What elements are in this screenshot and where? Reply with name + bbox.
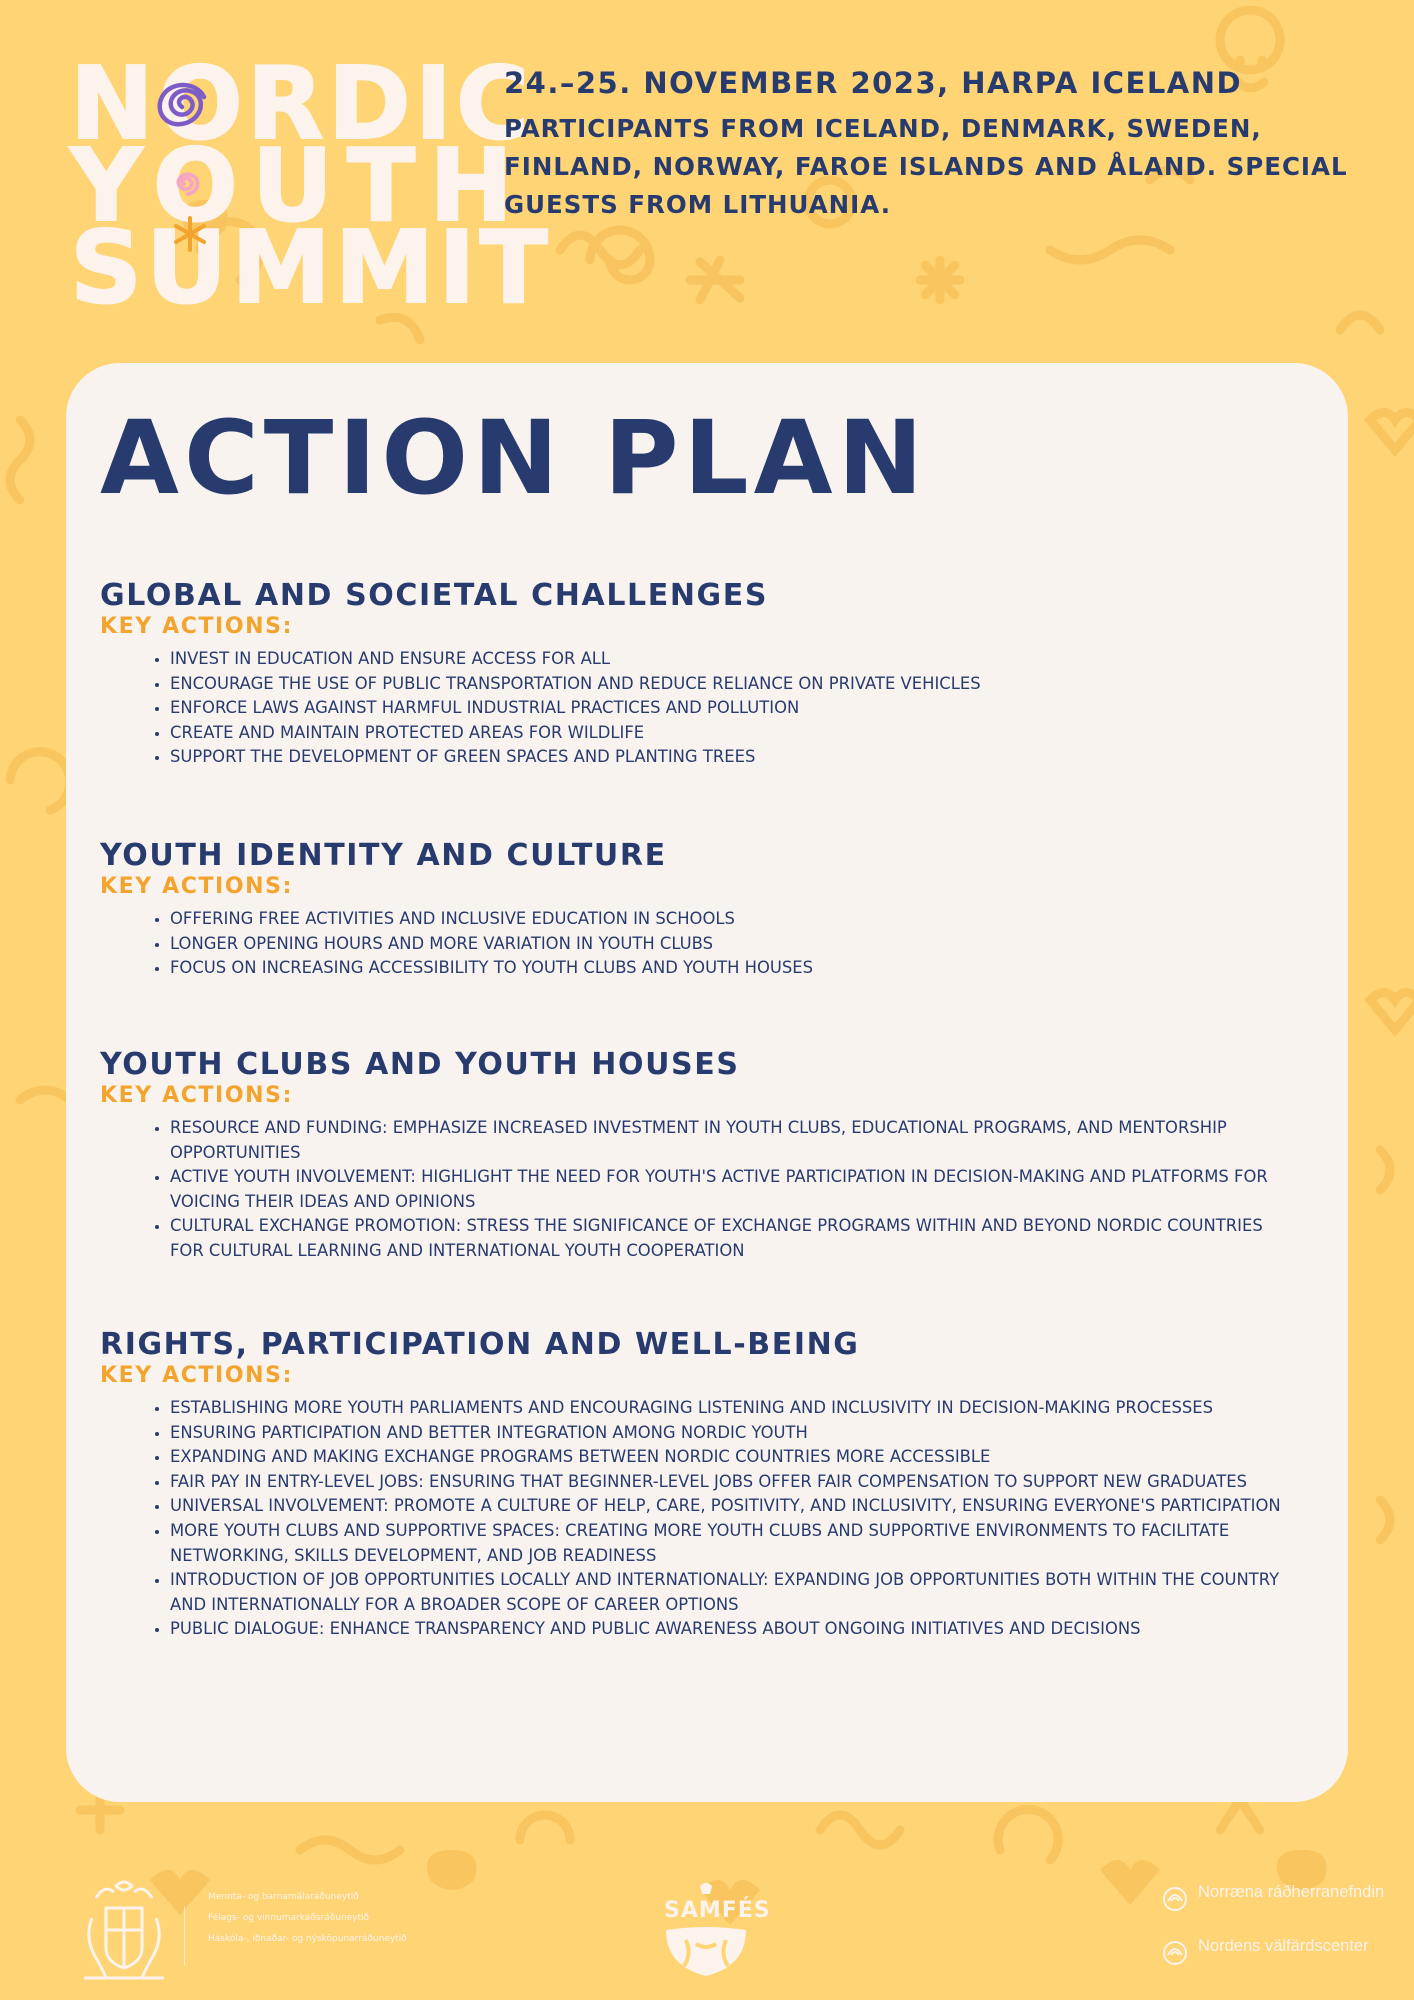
- action-list: [100, 1116, 1300, 1264]
- list-item: • CREATE AND MAINTAIN PROTECTED AREAS FOR WILDLIFE: [170, 721, 1300, 746]
- list-item: • ACTIVE YOUTH INVOLVEMENT: HIGHLIGHT THE NEED FOR YOUTH'S ACTIVE PARTICIPATION IN DECISION-MAKING AND PLATFORMS FOR VOICING THEIR IDEAS AND OPINIONS: [170, 1165, 1300, 1214]
- key-actions-label: KEY ACTIONS:: [100, 1083, 293, 1108]
- section-global-societal-challenges: [100, 577, 1300, 770]
- logo-line-youth: YOUTH: [70, 127, 527, 244]
- purple-spiral-icon: [144, 72, 220, 142]
- section-heading: RIGHTS, PARTICIPATION AND WELL-BEING: [100, 1327, 860, 1362]
- section-heading: YOUTH CLUBS AND YOUTH HOUSES: [100, 1047, 740, 1082]
- logo-line-nordic: NORDIC: [70, 45, 534, 162]
- section-rights-participation-wellbeing: [100, 1326, 1300, 1642]
- samfes-name: SAMFÉS: [664, 1898, 771, 1923]
- list-item: • RESOURCE AND FUNDING: EMPHASIZE INCREASED INVESTMENT IN YOUTH CLUBS, EDUCATIONAL PROGRAMS, AND MENTORSHIP OPPORTUNITIES: [170, 1116, 1300, 1165]
- section-youth-identity-culture: [100, 837, 1300, 981]
- section-heading: YOUTH IDENTITY AND CULTURE: [100, 838, 667, 873]
- key-actions-label: KEY ACTIONS:: [100, 874, 293, 899]
- ministries-list: [208, 1892, 418, 1955]
- list-item: • OFFERING FREE ACTIVITIES AND INCLUSIVE EDUCATION IN SCHOOLS: [170, 907, 1300, 932]
- iceland-coat-of-arms-icon: [76, 1878, 172, 1984]
- list-item: • LONGER OPENING HOURS AND MORE VARIATION IN YOUTH CLUBS: [170, 932, 1300, 957]
- list-item: • ENFORCE LAWS AGAINST HARMFUL INDUSTRIAL PRACTICES AND POLLUTION: [170, 696, 1300, 721]
- key-actions-label: KEY ACTIONS:: [100, 614, 293, 639]
- nordic-welfare-logo: [1162, 1936, 1402, 1986]
- swan-icon: [1162, 1886, 1188, 1912]
- ministry-name: Mennta- og barnamálaráðuneytið: [208, 1892, 359, 1902]
- nordic-logos: [1162, 1882, 1402, 1990]
- list-item: • SUPPORT THE DEVELOPMENT OF GREEN SPACES AND PLANTING TREES: [170, 745, 1300, 770]
- list-item: • FOCUS ON INCREASING ACCESSIBILITY TO YOUTH CLUBS AND YOUTH HOUSES: [170, 956, 1300, 981]
- pink-spiral-icon: [160, 160, 208, 208]
- list-item: • CULTURAL EXCHANGE PROMOTION: STRESS THE SIGNIFICANCE OF EXCHANGE PROGRAMS WITHIN AND BEYOND NORDIC COUNTRIES FOR CULTURAL LEARNING AND INTERNATIONAL YOUTH COOPERATION: [170, 1214, 1300, 1263]
- list-item: • EXPANDING AND MAKING EXCHANGE PROGRAMS BETWEEN NORDIC COUNTRIES MORE ACCESSIBLE: [170, 1445, 1300, 1470]
- list-item: • PUBLIC DIALOGUE: ENHANCE TRANSPARENCY AND PUBLIC AWARENESS ABOUT ONGOING INITIATIVES AND DECISIONS: [170, 1617, 1300, 1642]
- key-actions-label: KEY ACTIONS:: [100, 1363, 293, 1388]
- action-list: [100, 647, 1300, 770]
- nordic-welfare-name: Nordens välfärdscenter: [1198, 1937, 1369, 1955]
- logo-line-summit: SUMMIT: [70, 209, 552, 326]
- list-item: • ENCOURAGE THE USE OF PUBLIC TRANSPORTATION AND REDUCE RELIANCE ON PRIVATE VEHICLES: [170, 672, 1300, 697]
- section-heading: GLOBAL AND SOCIETAL CHALLENGES: [100, 578, 769, 613]
- action-list: [100, 1396, 1300, 1642]
- nordic-council-logo: [1162, 1882, 1402, 1932]
- section-youth-clubs-houses: [100, 1046, 1300, 1264]
- event-info: [504, 66, 1374, 224]
- nordic-council-name: Norræna ráðherranefndin: [1198, 1883, 1385, 1901]
- action-list: [100, 907, 1300, 981]
- ministry-name: Háskóla-, iðnaðar- og nýsköpunarráðuneytið: [208, 1934, 407, 1944]
- samfes-logo: [656, 1880, 771, 1980]
- orange-asterisk-icon: [170, 214, 210, 254]
- list-item: • INVEST IN EDUCATION AND ENSURE ACCESS FOR ALL: [170, 647, 1300, 672]
- ministry-name: Félags- og vinnumarkaðsráðuneytið: [208, 1913, 370, 1923]
- list-item: • UNIVERSAL INVOLVEMENT: PROMOTE A CULTURE OF HELP, CARE, POSITIVITY, AND INCLUSIVITY, ENSURING EVERYONE'S PARTICIPATION: [170, 1494, 1300, 1519]
- sponsor-footer: [0, 1870, 1414, 1990]
- footer-divider: [184, 1906, 185, 1966]
- list-item: • INTRODUCTION OF JOB OPPORTUNITIES LOCALLY AND INTERNATIONALLY: EXPANDING JOB OPPORTUNITIES BOTH WITHIN THE COUNTRY AND INTERNATIONALLY FOR A BROADER SCOPE OF CAREER OPTIONS: [170, 1568, 1300, 1617]
- swan-icon: [1162, 1940, 1188, 1966]
- list-item: • MORE YOUTH CLUBS AND SUPPORTIVE SPACES: CREATING MORE YOUTH CLUBS AND SUPPORTIVE ENVIRONMENTS TO FACILITATE NETWORKING, SKILLS DEVELOPMENT, AND JOB READINESS: [170, 1519, 1300, 1568]
- nordic-youth-summit-logo: [70, 45, 552, 326]
- list-item: • ENSURING PARTICIPATION AND BETTER INTEGRATION AMONG NORDIC YOUTH: [170, 1421, 1300, 1446]
- samfes-emblem-icon: [656, 1880, 756, 1980]
- page-title: ACTION PLAN: [100, 399, 928, 518]
- action-plan-card: [66, 363, 1348, 1802]
- event-date: 24.–25. NOVEMBER 2023, HARPA ICELAND: [504, 66, 1243, 100]
- list-item: • ESTABLISHING MORE YOUTH PARLIAMENTS AND ENCOURAGING LISTENING AND INCLUSIVITY IN DECISION-MAKING PROCESSES: [170, 1396, 1300, 1421]
- list-item: • FAIR PAY IN ENTRY-LEVEL JOBS: ENSURING THAT BEGINNER-LEVEL JOBS OFFER FAIR COMPENSATION TO SUPPORT NEW GRADUATES: [170, 1470, 1300, 1495]
- participants-text: PARTICIPANTS FROM ICELAND, DENMARK, SWEDEN, FINLAND, NORWAY, FAROE ISLANDS AND ÅLAND. SPECIAL GUESTS FROM LITHUANIA.: [504, 114, 1348, 219]
